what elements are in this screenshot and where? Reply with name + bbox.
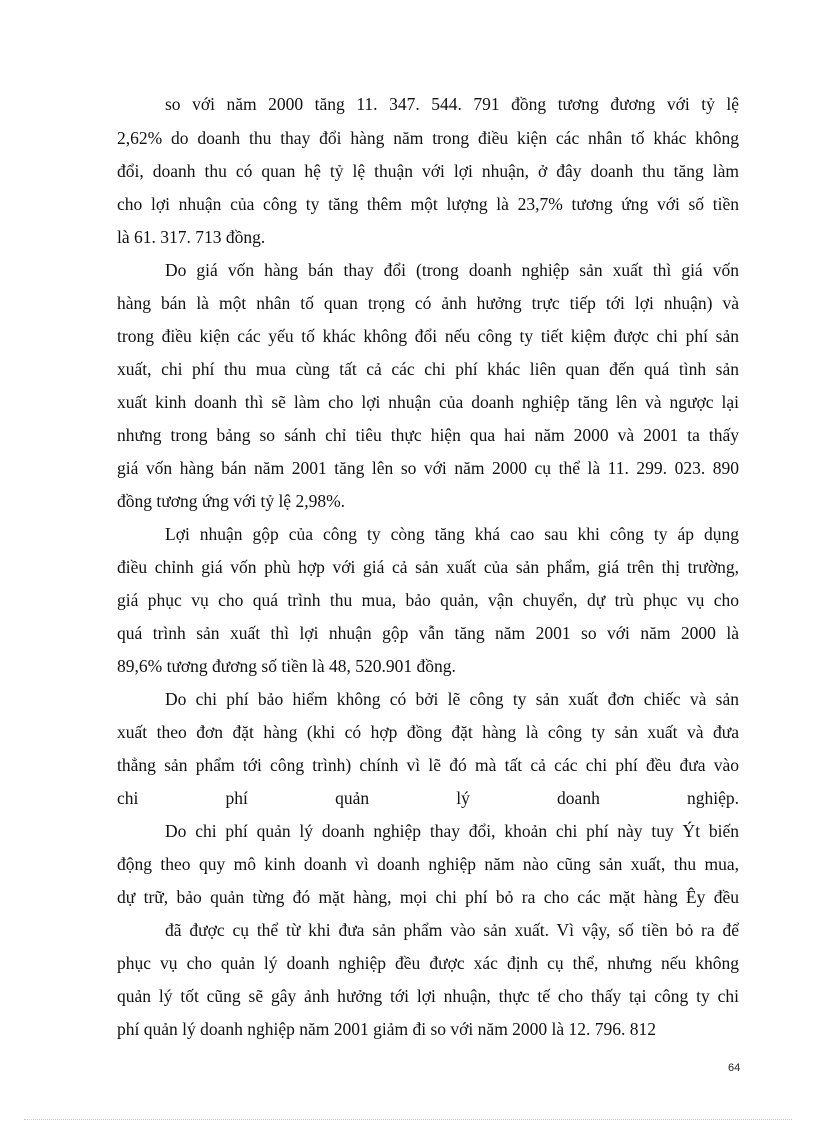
- text-line: Do chi phí quản lý doanh nghiệp thay đổi, khoản chi phí này tuy Ýt biến: [165, 821, 739, 841]
- footer-divider: [24, 1119, 792, 1120]
- text-line: điều chỉnh giá vốn phù hợp với giá cả sản xuất của sản phẩm, giá trên thị trường,: [117, 557, 739, 577]
- word: phí: [225, 788, 248, 808]
- text-line: giá phục vụ cho quá trình thu mua, bảo quản, vận chuyển, dự trù phục vụ cho: [117, 590, 739, 610]
- text-line: nhưng trong bảng so sánh chỉ tiêu thực hiện qua hai năm 2000 và 2001 ta thấy: [117, 425, 739, 445]
- word: lý: [456, 788, 470, 808]
- text-line: Do giá vốn hàng bán thay đổi (trong doanh nghiệp sản xuất thì giá vốn: [165, 260, 739, 280]
- word: chi: [117, 788, 139, 808]
- text-line: đồng tương ứng với tỷ lệ 2,98%.: [117, 491, 346, 511]
- word: quản: [335, 788, 370, 808]
- text-line: giá vốn hàng bán năm 2001 tăng lên so với năm 2000 cụ thể là 11. 299. 023. 890: [117, 458, 739, 478]
- text-line: đổi, doanh thu có quan hệ tỷ lệ thuận với lợi nhuận, ở đây doanh thu tăng làm: [117, 161, 739, 181]
- text-line: đã được cụ thể từ khi đưa sản phẩm vào sản xuất. Vì vậy, số tiền bỏ ra để: [165, 920, 739, 940]
- text-line: xuất, chi phí thu mua cùng tất cả các chi phí khác liên quan đến quá tình sản: [117, 359, 739, 379]
- text-line: Do chi phí bảo hiểm không có bởi lẽ công ty sản xuất đơn chiếc và sản: [165, 689, 739, 709]
- text-line: 89,6% tương đương số tiền là 48, 520.901 đồng.: [117, 656, 456, 676]
- word: doanh: [557, 788, 600, 808]
- text-line: dự trữ, bảo quản từng đó mặt hàng, mọi chi phí bỏ ra cho các mặt hàng Êy đều: [117, 887, 739, 907]
- text-line: cho lợi nhuận của công ty tăng thêm một lượng là 23,7% tương ứng với số tiền: [117, 194, 739, 214]
- spread-text-line: [117, 787, 739, 809]
- page-number: 64: [728, 1062, 741, 1074]
- text-line: là 61. 317. 713 đồng.: [117, 227, 266, 247]
- text-line: so với năm 2000 tăng 11. 347. 544. 791 đồng tương đương với tỷ lệ: [165, 94, 739, 114]
- text-line: động theo quy mô kinh doanh vì doanh nghiệp năm nào cũng sản xuất, thu mua,: [117, 854, 739, 874]
- text-line: trong điều kiện các yếu tố khác không đổi nếu công ty tiết kiệm được chi phí sản: [117, 326, 739, 346]
- text-line: 2,62% do doanh thu thay đổi hàng năm trong điều kiện các nhân tố khác không: [117, 128, 739, 148]
- text-line: phí quản lý doanh nghiệp năm 2001 giảm đi so với năm 2000 là 12. 796. 812: [117, 1019, 657, 1039]
- text-line: phục vụ cho quản lý doanh nghiệp đều được xác định cụ thể, nhưng nếu không: [117, 953, 739, 973]
- word: nghiệp.: [686, 788, 739, 808]
- text-line: hàng bán là một nhân tố quan trọng có ảnh hưởng trực tiếp tới lợi nhuận) và: [117, 293, 739, 313]
- text-line: xuất theo đơn đặt hàng (khi có hợp đồng đặt hàng là công ty sản xuất và đưa: [117, 722, 739, 742]
- text-line: thẳng sản phẩm tới công trình) chính vì lẽ đó mà tất cả các chi phí đều đưa vào: [117, 755, 739, 775]
- text-line: xuất kinh doanh thì sẽ làm cho lợi nhuận của doanh nghiệp tăng lên và ngược lại: [117, 392, 739, 412]
- text-line: quản lý tốt cũng sẽ gây ảnh hưởng tới lợi nhuận, thực tế cho thấy tại công ty chi: [117, 986, 739, 1006]
- text-line: quá trình sản xuất thì lợi nhuận gộp vẫn tăng năm 2001 so với năm 2000 là: [117, 623, 739, 643]
- text-line: Lợi nhuận gộp của công ty còng tăng khá cao sau khi công ty áp dụng: [165, 524, 739, 544]
